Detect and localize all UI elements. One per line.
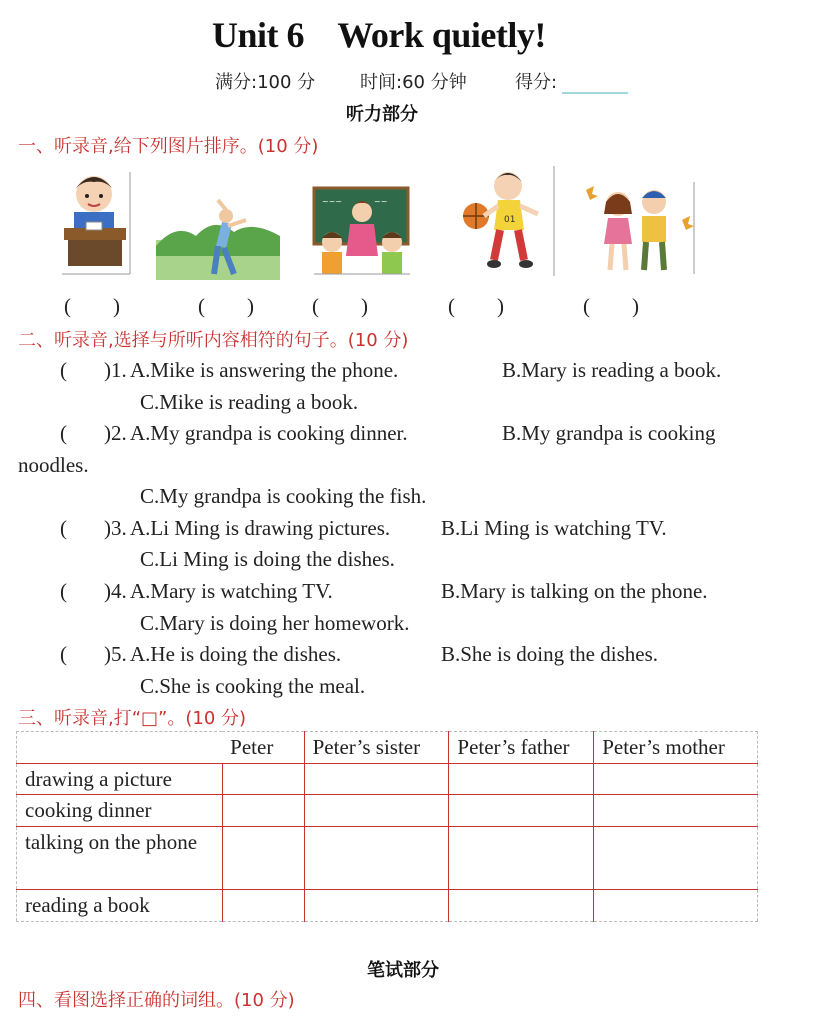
- question-3-option-b: B.Li Ming is watching TV.: [441, 516, 667, 540]
- column-peters-father: Peter’s father: [449, 732, 594, 764]
- table-cell[interactable]: [449, 764, 594, 795]
- table-cell[interactable]: [449, 795, 594, 827]
- question-1-option-a: A.Mike is answering the phone.: [130, 358, 399, 382]
- question-4-option-c: C.Mary is doing her homework.: [140, 611, 410, 635]
- order-blank-4[interactable]: ( ): [448, 294, 504, 318]
- question-3-option-a: A.Li Ming is drawing pictures.: [130, 516, 391, 540]
- table-row: [17, 764, 758, 795]
- question-5-option-a: A.He is doing the dishes.: [130, 642, 342, 666]
- question-2-option-b: B.My grandpa is cooking: [502, 421, 716, 445]
- boy-playing-basketball-picture: [454, 164, 556, 278]
- listening-heading: 听力部分: [346, 104, 418, 125]
- answer-blank-1[interactable]: (: [60, 358, 67, 382]
- table-cell[interactable]: [449, 890, 594, 922]
- table-cell[interactable]: [304, 827, 449, 890]
- answer-blank-4[interactable]: (: [60, 579, 67, 603]
- question-2-option-c: C.My grandpa is cooking the fish.: [140, 484, 427, 508]
- column-peters-sister: Peter’s sister: [304, 732, 449, 764]
- score-label: 得分:: [515, 72, 558, 93]
- section2-heading: 二、听录音,选择与所听内容相符的句子。(10 分): [18, 330, 409, 351]
- question-4-number: )4.: [104, 579, 127, 603]
- question-4-option-a: A.Mary is watching TV.: [130, 579, 333, 603]
- table-cell[interactable]: [304, 890, 449, 922]
- answer-blank-3[interactable]: (: [60, 516, 67, 540]
- row-label-cooking: cooking dinner: [17, 795, 223, 827]
- table-header-row: [17, 732, 758, 764]
- column-peters-mother: Peter’s mother: [594, 732, 758, 764]
- teacher-with-children-picture: [312, 186, 412, 276]
- section4-heading: 四、看图选择正确的词组。(10 分): [18, 990, 295, 1011]
- row-label-talking: talking on the phone: [17, 827, 223, 890]
- answer-blank-5[interactable]: (: [60, 642, 67, 666]
- order-blank-2[interactable]: ( ): [198, 294, 254, 318]
- table-cell[interactable]: [594, 890, 758, 922]
- checkmark-table: [16, 731, 758, 922]
- table-cell[interactable]: [222, 795, 304, 827]
- page-title: Unit 6 Work quietly!: [212, 15, 546, 55]
- order-blank-3[interactable]: ( ): [312, 294, 368, 318]
- question-1-option-c: C.Mike is reading a book.: [140, 390, 359, 414]
- question-3-option-c: C.Li Ming is doing the dishes.: [140, 547, 395, 571]
- table-cell[interactable]: [594, 827, 758, 890]
- table-row: [17, 827, 758, 890]
- table-cell[interactable]: [304, 764, 449, 795]
- column-peter: Peter: [222, 732, 304, 764]
- order-blank-5[interactable]: ( ): [583, 294, 639, 318]
- table-cell[interactable]: [222, 764, 304, 795]
- table-cell[interactable]: [222, 827, 304, 890]
- question-3-number: )3.: [104, 516, 127, 540]
- question-5-number: )5.: [104, 642, 127, 666]
- table-row: [17, 795, 758, 827]
- section1-heading: 一、听录音,给下列图片排序。(10 分): [18, 136, 319, 157]
- question-2-option-a: A.My grandpa is cooking dinner.: [130, 421, 408, 445]
- table-row: [17, 890, 758, 922]
- two-children-walking-picture: [582, 180, 698, 276]
- svg-text:~~: ~~: [374, 197, 388, 206]
- person-exercising-picture: [156, 196, 280, 280]
- table-cell[interactable]: [594, 764, 758, 795]
- table-cell[interactable]: [222, 890, 304, 922]
- table-cell[interactable]: [304, 795, 449, 827]
- question-5-option-b: B.She is doing the dishes.: [441, 642, 659, 666]
- question-1-number: )1.: [104, 358, 127, 382]
- row-label-drawing: drawing a picture: [17, 764, 223, 795]
- boy-at-desk-picture: [60, 170, 132, 276]
- question-2-option-b-continued: noodles.: [18, 453, 89, 477]
- question-1-option-b: B.Mary is reading a book.: [502, 358, 722, 382]
- question-2-number: )2.: [104, 421, 127, 445]
- table-cell[interactable]: [594, 795, 758, 827]
- question-5-option-c: C.She is cooking the meal.: [140, 674, 366, 698]
- written-heading: 笔试部分: [367, 960, 439, 981]
- svg-text:01: 01: [504, 215, 516, 225]
- question-4-option-b: B.Mary is talking on the phone.: [441, 579, 708, 603]
- answer-blank-2[interactable]: (: [60, 421, 67, 445]
- table-header-empty: [17, 732, 223, 764]
- section3-heading: 三、听录音,打“□”。(10 分): [18, 708, 247, 729]
- score-blank[interactable]: [562, 92, 628, 94]
- table-cell[interactable]: [449, 827, 594, 890]
- time-limit: 时间:60 分钟: [360, 72, 467, 93]
- svg-text:~~~: ~~~: [322, 197, 343, 206]
- full-score: 满分:100 分: [215, 72, 316, 93]
- order-blank-1[interactable]: ( ): [64, 294, 120, 318]
- row-label-reading: reading a book: [17, 890, 223, 922]
